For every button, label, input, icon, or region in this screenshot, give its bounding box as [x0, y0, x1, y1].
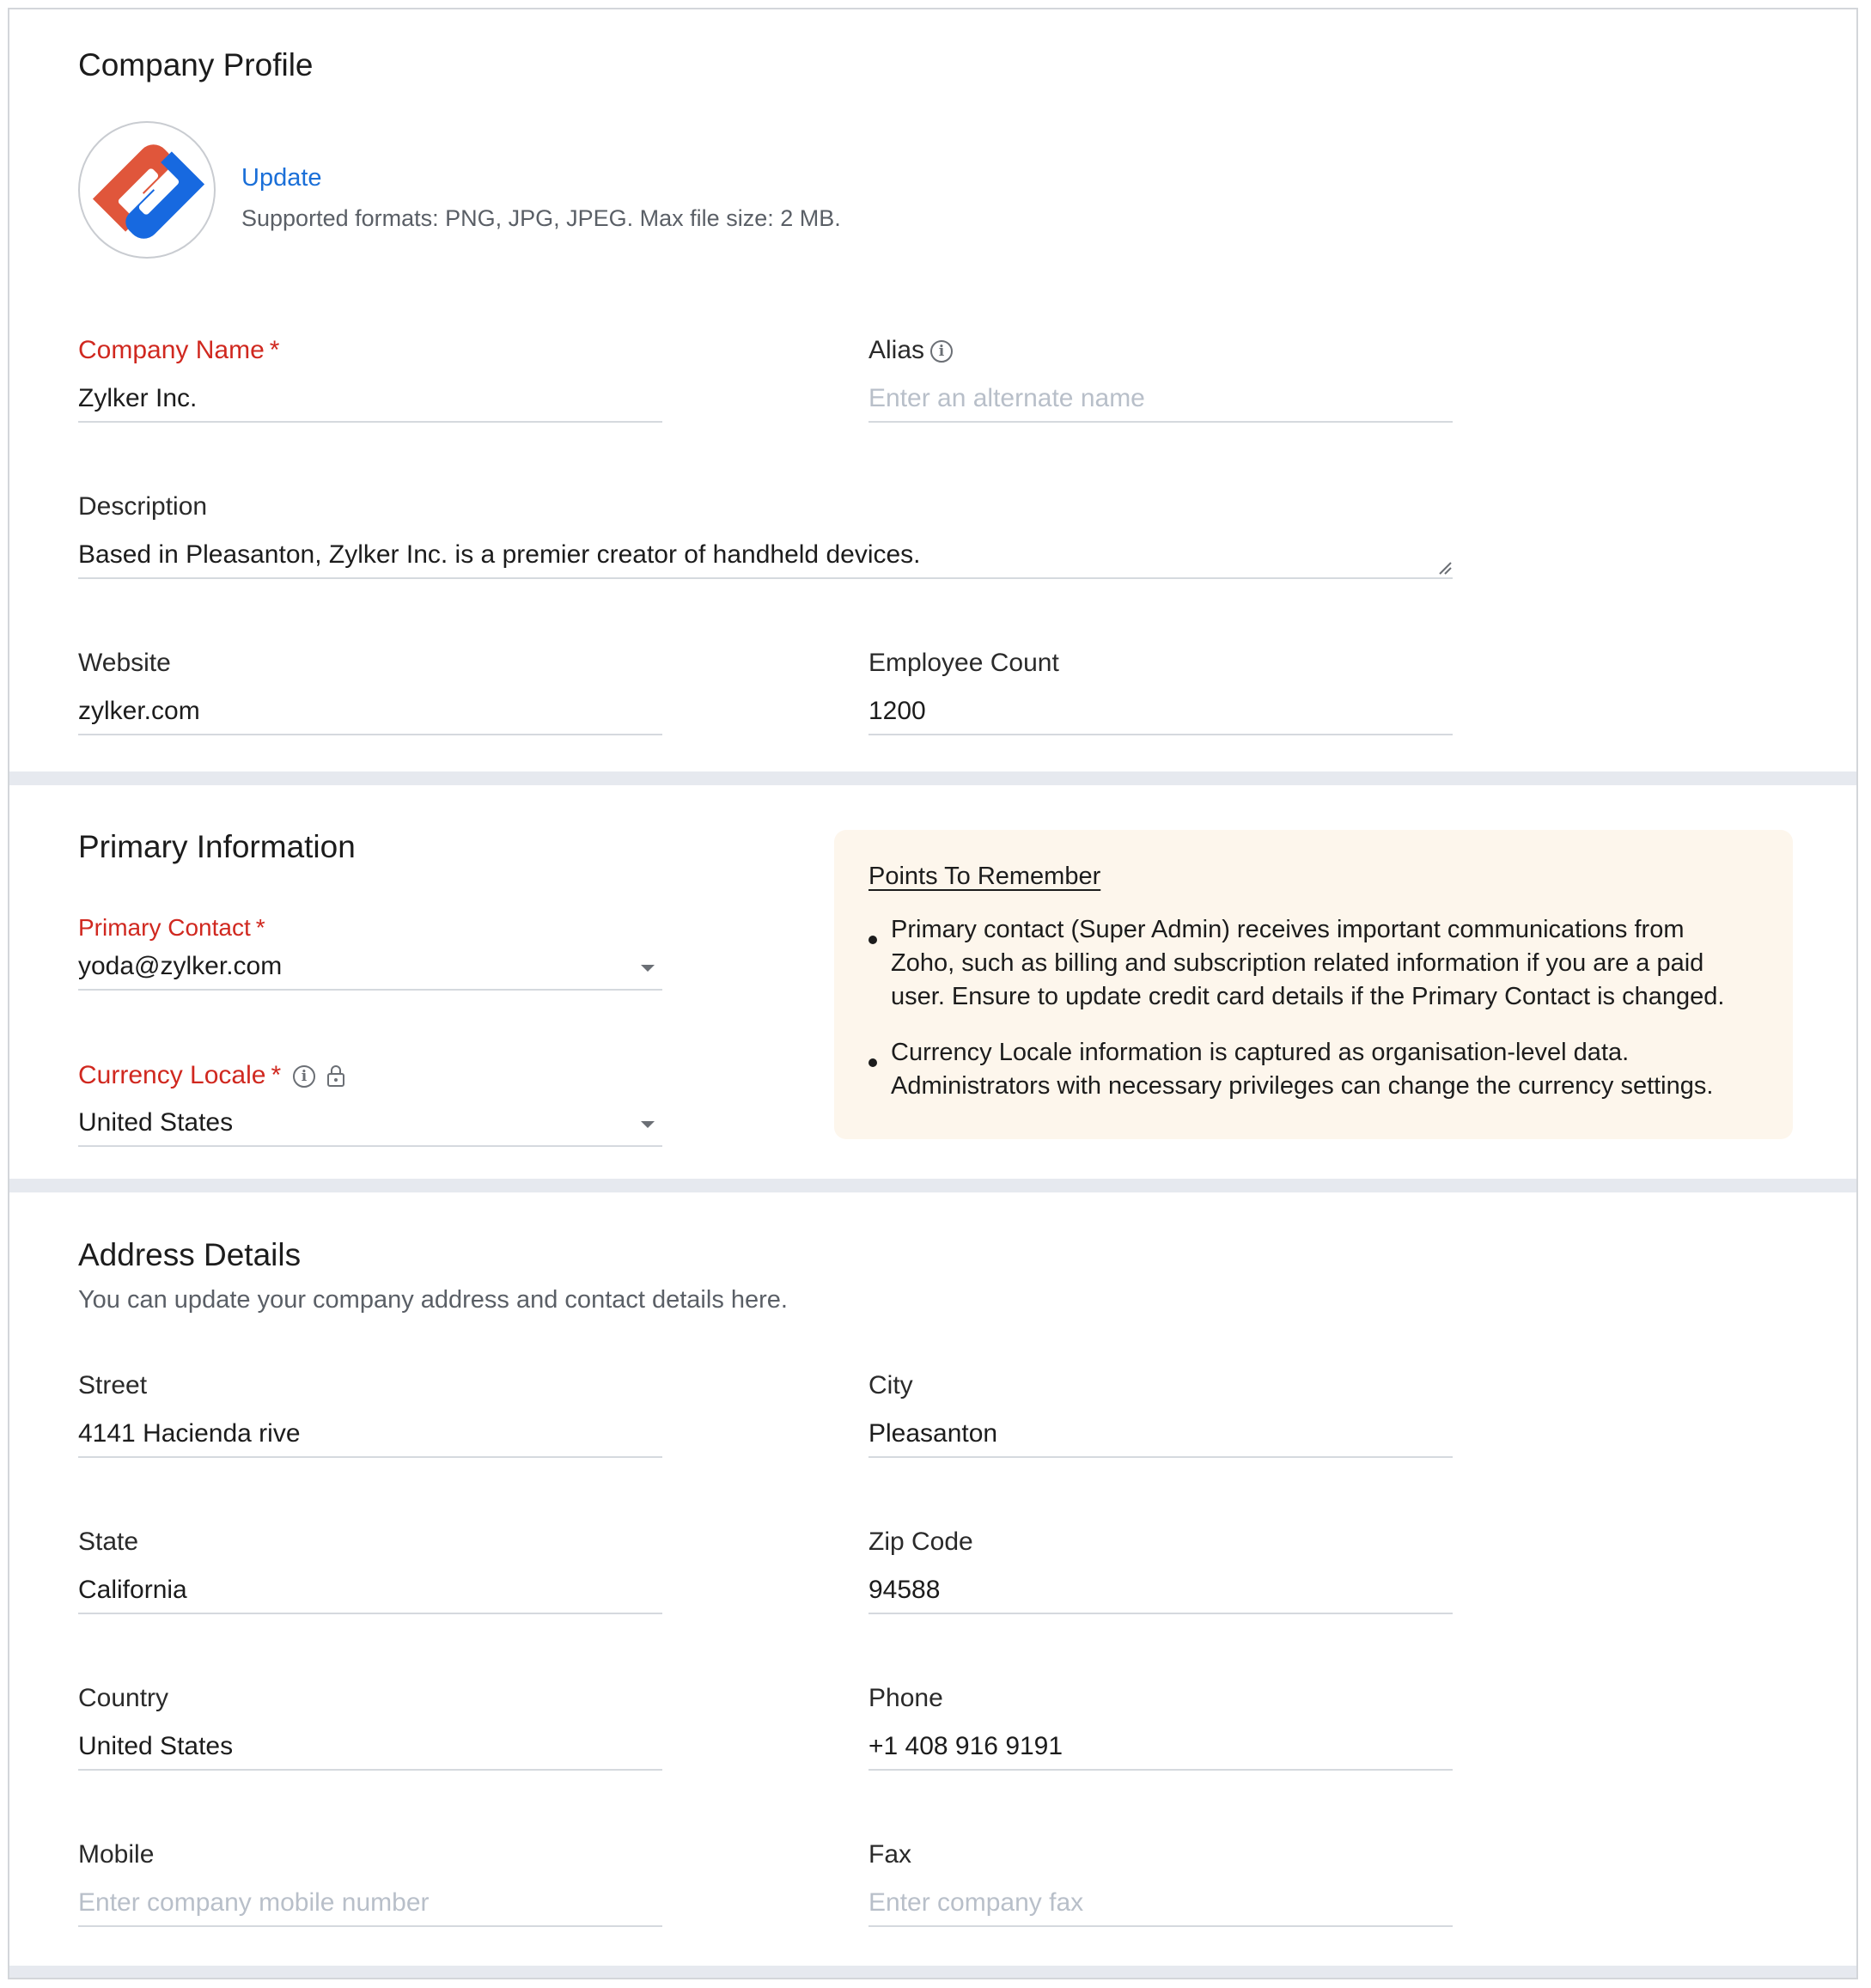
currency-locale-select[interactable]: United States	[78, 1108, 234, 1137]
primary-contact-label: Primary Contact *	[78, 914, 265, 941]
company-logo-icon	[80, 123, 216, 259]
callout-bullet-2-line-1: Currency Locale information is captured as organisation-level data.	[891, 1039, 1630, 1066]
description-textarea[interactable]: Based in Pleasanton, Zylker Inc. is a premier creator of handheld devices.	[78, 540, 921, 569]
phone-label: Phone	[868, 1684, 943, 1712]
website-input[interactable]: zylker.com	[78, 697, 200, 725]
supported-formats-note: Supported formats: PNG, JPG, JPEG. Max file size: 2 MB.	[241, 205, 841, 231]
resize-handle-icon[interactable]	[1438, 561, 1452, 575]
update-logo-link[interactable]: Update	[241, 164, 322, 192]
info-icon[interactable]: i	[930, 340, 953, 363]
info-icon[interactable]: i	[293, 1065, 315, 1088]
section-title: Primary Information	[78, 829, 356, 864]
mobile-label: Mobile	[78, 1840, 155, 1869]
city-input[interactable]: Pleasanton	[868, 1419, 998, 1448]
company-name-label: Company Name *	[78, 336, 280, 364]
employee-count-label: Employee Count	[868, 649, 1059, 677]
section-divider	[9, 1179, 1856, 1192]
primary-information-section	[9, 785, 1856, 1179]
points-to-remember-callout	[834, 830, 1793, 1139]
callout-bullet-1-line-1: Primary contact (Super Admin) receives important communications from	[891, 916, 1685, 943]
currency-locale-label: Currency Locale *	[78, 1061, 282, 1089]
fax-label: Fax	[868, 1840, 912, 1869]
street-label: Street	[78, 1371, 148, 1400]
mobile-input[interactable]: Enter company mobile number	[78, 1888, 430, 1917]
website-label: Website	[78, 649, 171, 677]
state-input[interactable]: California	[78, 1576, 187, 1604]
callout-bullet-1-line-2: Zoho, such as billing and subscription related information if you are a paid	[891, 949, 1704, 977]
alias-input[interactable]: Enter an alternate name	[868, 384, 1145, 412]
section-subtitle: You can update your company address and contact details here.	[78, 1286, 788, 1314]
lock-icon	[326, 1063, 346, 1089]
zip-code-label: Zip Code	[868, 1528, 973, 1556]
description-label: Description	[78, 492, 208, 521]
company-profile-section	[9, 9, 1856, 771]
address-details-section	[9, 1192, 1856, 1966]
chevron-down-icon[interactable]	[641, 1121, 655, 1128]
zip-code-input[interactable]: 94588	[868, 1576, 941, 1604]
section-divider	[9, 1966, 1856, 1979]
alias-label: Alias	[868, 336, 925, 364]
state-label: State	[78, 1528, 139, 1556]
chevron-down-icon[interactable]	[641, 965, 655, 972]
phone-input[interactable]: +1 408 916 9191	[868, 1732, 1063, 1760]
callout-title: Points To Remember	[868, 863, 1101, 890]
company-logo[interactable]	[78, 121, 216, 259]
section-title: Address Details	[78, 1237, 302, 1272]
company-name-input[interactable]: Zylker Inc.	[78, 384, 198, 412]
section-divider	[9, 771, 1856, 785]
country-input[interactable]: United States	[78, 1732, 234, 1760]
street-input[interactable]: 4141 Hacienda rive	[78, 1419, 301, 1448]
fax-input[interactable]: Enter company fax	[868, 1888, 1084, 1917]
callout-bullet-1-line-3: user. Ensure to update credit card details if the Primary Contact is changed.	[891, 983, 1725, 1010]
section-title: Company Profile	[78, 47, 314, 82]
employee-count-input[interactable]: 1200	[868, 697, 926, 725]
city-label: City	[868, 1371, 913, 1400]
primary-contact-select[interactable]: yoda@zylker.com	[78, 952, 283, 980]
country-label: Country	[78, 1684, 169, 1712]
settings-panel	[8, 8, 1858, 1979]
callout-bullet-2-line-2: Administrators with necessary privileges can change the currency settings.	[891, 1072, 1714, 1100]
